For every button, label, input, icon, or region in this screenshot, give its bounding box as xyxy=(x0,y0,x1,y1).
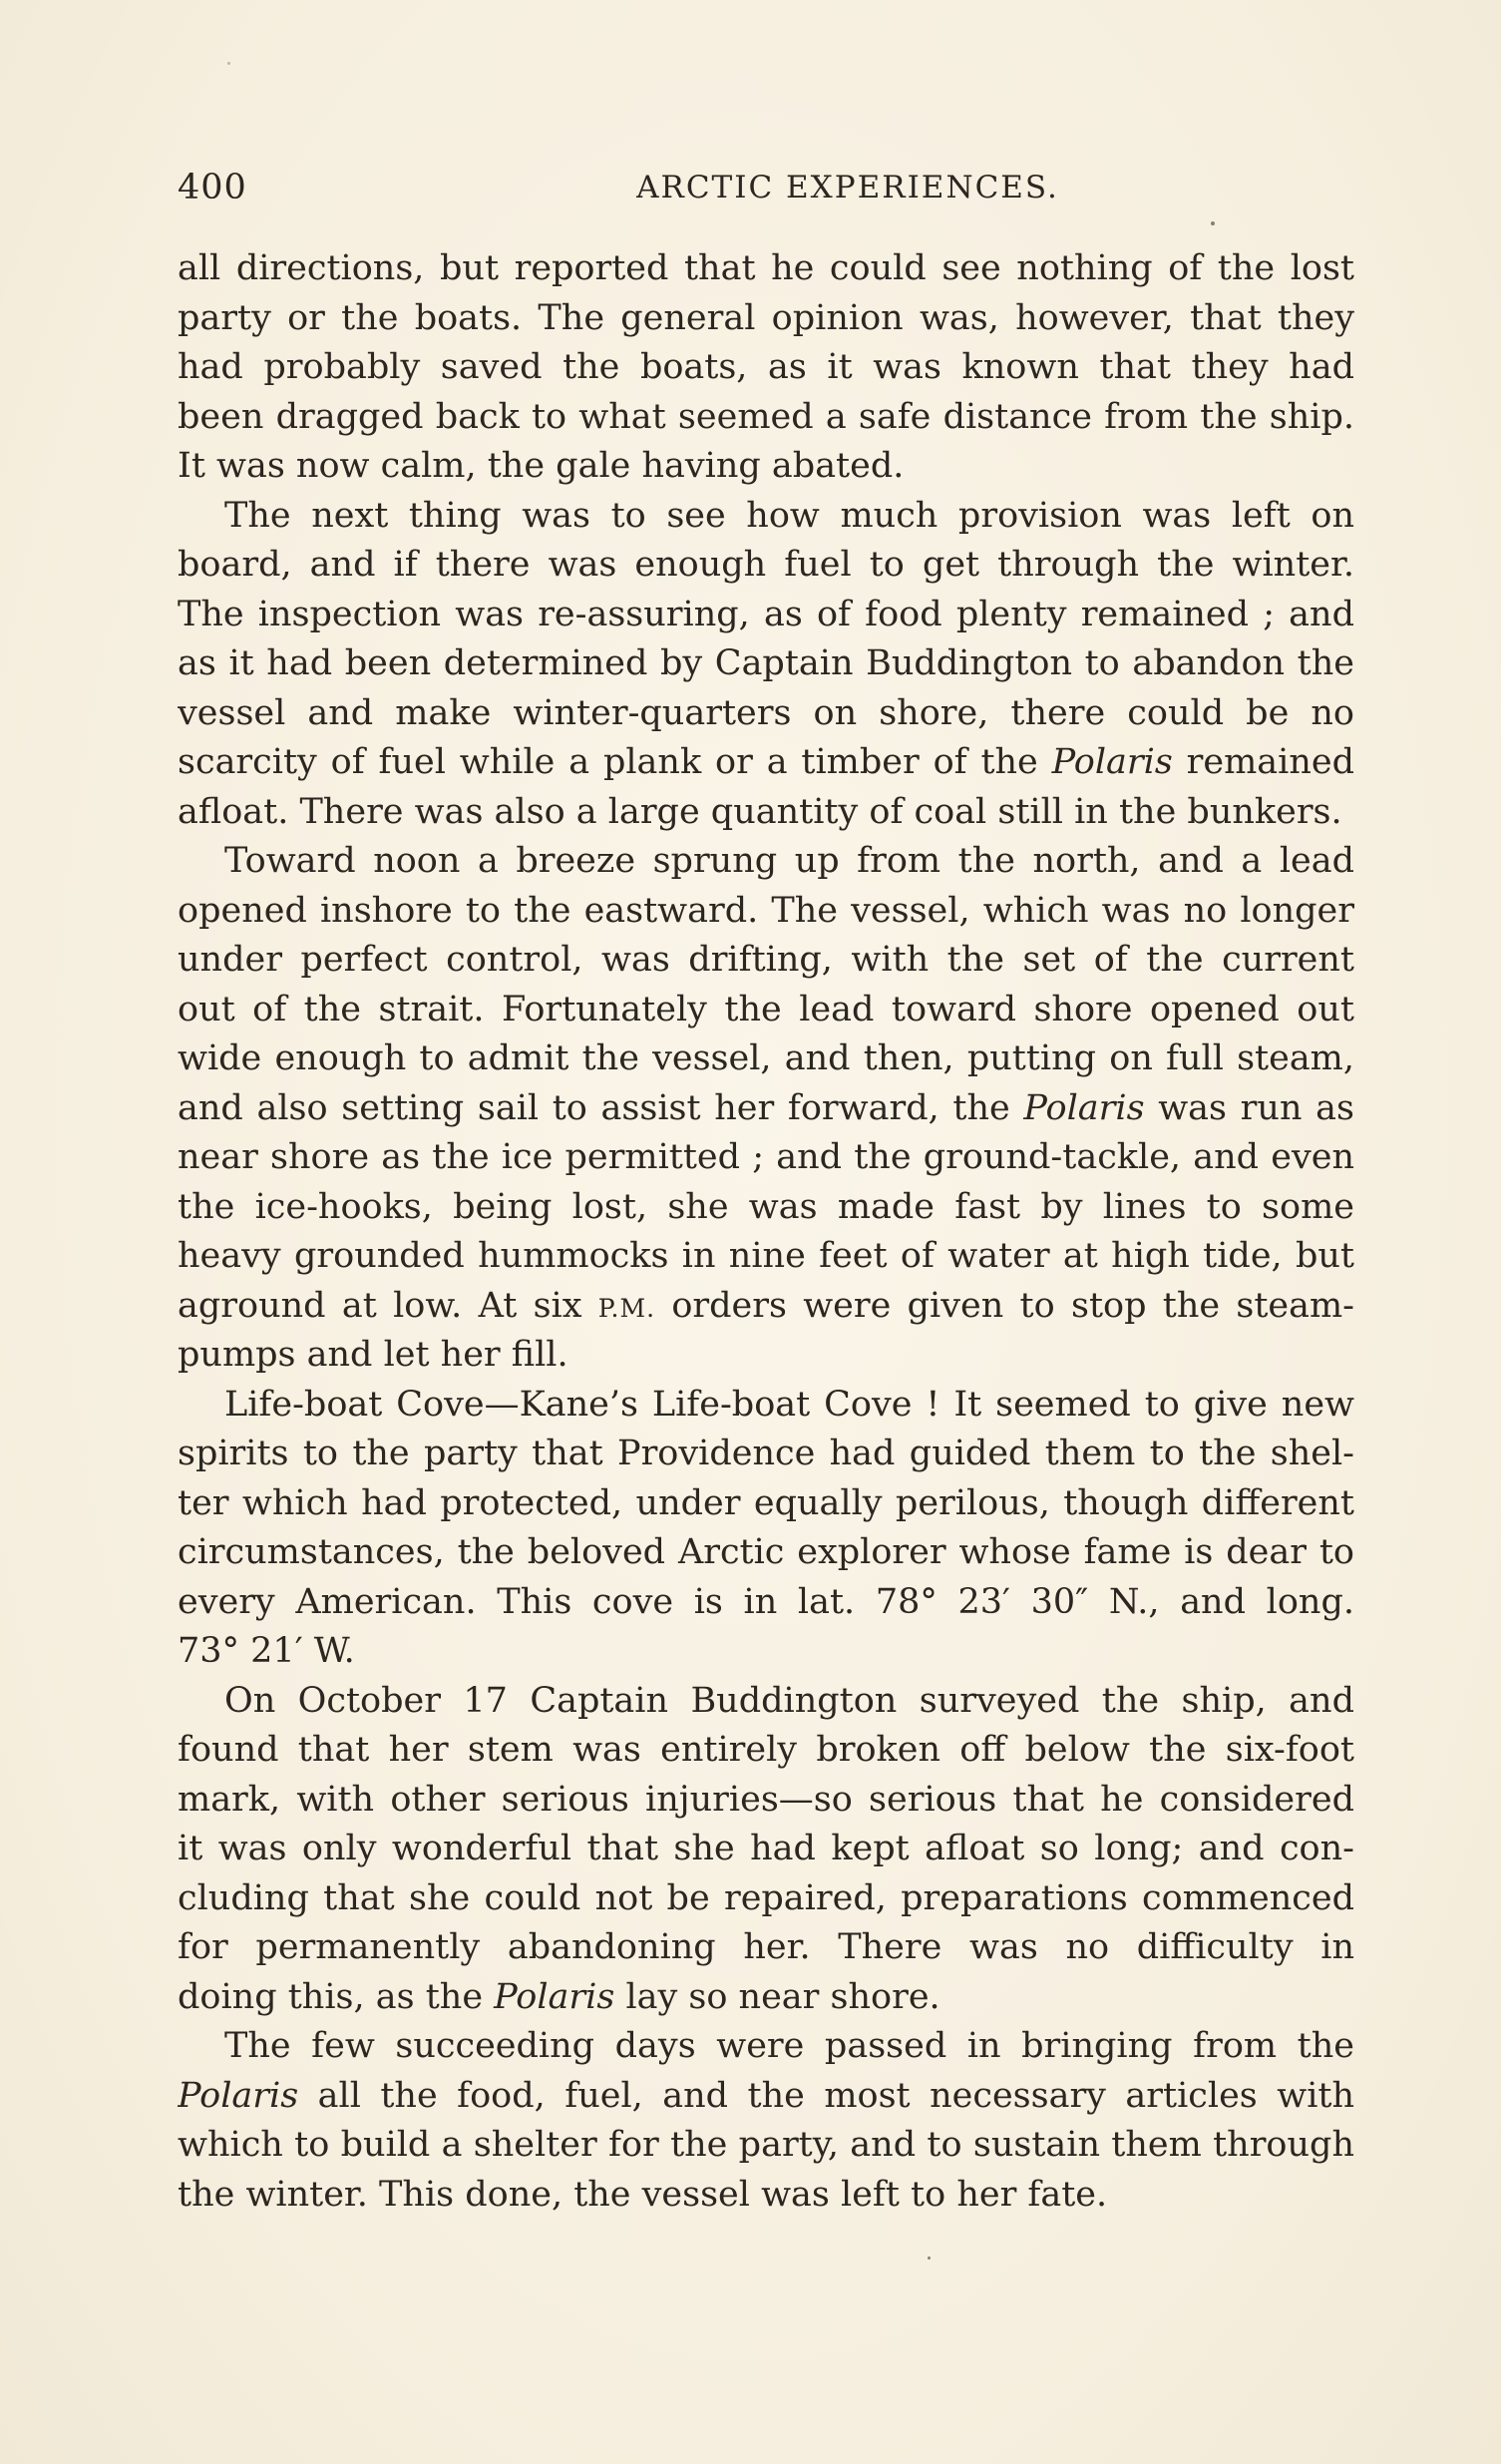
text-line: found that her stem was entirely broken off below the six-foot xyxy=(178,1730,1354,1770)
text-fragment: remained xyxy=(1172,742,1354,782)
text-line: Toward noon a breeze sprung up from the north, and a lead xyxy=(224,841,1354,881)
ink-speck xyxy=(227,62,230,65)
text-line: every American. This cove is in lat. 78° 23′ 30″ N., and long. xyxy=(178,1581,1354,1622)
text-line: board, and if there was enough fuel to get through the winter. xyxy=(178,545,1354,585)
text-line: 73° 21′ W. xyxy=(178,1631,355,1671)
text-fragment: and also setting sail to assist her forward, the xyxy=(178,1087,1024,1128)
ink-speck xyxy=(1211,221,1215,225)
text-line: the ice-hooks, being lost, she was made fast by lines to some xyxy=(178,1186,1354,1227)
text-line: out of the strait. Fortunately the lead toward shore opened out xyxy=(178,989,1354,1029)
text-line: under perfect control, was drifting, with the set of the current xyxy=(178,940,1354,980)
text-line: vessel and make winter-quarters on shore, there could be no xyxy=(178,692,1354,733)
ship-name: Polaris xyxy=(1051,742,1173,782)
text-fragment: was run as xyxy=(1144,1087,1354,1128)
text-line: On October 17 Captain Buddington surveyed the ship, and xyxy=(224,1680,1354,1721)
text-line: circumstances, the beloved Arctic explorer whose fame is dear to xyxy=(178,1532,1354,1572)
ship-name: Polaris xyxy=(178,2075,299,2116)
text-line: had probably saved the boats, as it was known that they had xyxy=(178,347,1354,387)
text-line: party or the boats. The general opinion was, however, that they xyxy=(178,297,1354,338)
text-line: the winter. This done, the vessel was left to her fate. xyxy=(178,2174,1108,2215)
text-line xyxy=(178,2072,1354,2122)
text-line xyxy=(178,738,1354,788)
text-fragment: doing this, as the xyxy=(178,1976,495,2017)
page-header xyxy=(178,168,1354,217)
text-line: as it had been determined by Captain Buddington to abandon the xyxy=(178,643,1354,683)
text-line: mark, with other serious injuries—so serious that he considered xyxy=(178,1779,1354,1820)
ship-name: Polaris xyxy=(1023,1087,1145,1128)
text-fragment: lay so near shore. xyxy=(614,1976,940,2017)
text-line: near shore as the ice permitted ; and the ground-tackle, and even xyxy=(178,1137,1354,1177)
text-fragment: all the food, fuel, and the most necessary articles with xyxy=(298,2075,1354,2116)
text-line xyxy=(178,1973,1354,2023)
text-line: ter which had protected, under equally perilous, though different xyxy=(178,1482,1354,1523)
text-line: pumps and let her fill. xyxy=(178,1335,568,1375)
text-line: for permanently abandoning her. There was no difficulty in xyxy=(178,1927,1354,1967)
text-line: It was now calm, the gale having abated. xyxy=(178,446,905,486)
text-line: opened inshore to the eastward. The vessel, which was no longer xyxy=(178,890,1354,931)
body-text xyxy=(178,244,1354,2220)
text-line: The next thing was to see how much provision was left on xyxy=(224,495,1354,536)
text-line xyxy=(178,1084,1354,1134)
running-head: ARCTIC EXPERIENCES. xyxy=(636,170,1059,205)
text-line: cluding that she could not be repaired, preparations commenced xyxy=(178,1877,1354,1918)
text-line: spirits to the party that Providence had guided them to the shel- xyxy=(178,1434,1354,1473)
text-line: Life-boat Cove—Kane’s Life-boat Cove ! It seemed to give new xyxy=(224,1384,1354,1425)
text-line: The inspection was re-assuring, as of food plenty remained ; and xyxy=(178,594,1354,634)
text-line: heavy grounded hummocks in nine feet of water at high tide, but xyxy=(178,1236,1354,1276)
text-fragment: aground at low. At six xyxy=(178,1285,598,1326)
text-line: it was only wonderful that she had kept afloat so long; and con- xyxy=(178,1829,1354,1868)
text-line xyxy=(178,1282,1354,1332)
ship-name: Polaris xyxy=(494,1976,615,2017)
text-fragment: orders were given to stop the steam- xyxy=(655,1285,1354,1326)
text-line: wide enough to admit the vessel, and then, putting on full steam, xyxy=(178,1038,1354,1078)
text-line: The few succeeding days were passed in bringing from the xyxy=(224,2026,1354,2066)
text-line: which to build a shelter for the party, and to sustain them through xyxy=(178,2125,1354,2165)
page-number: 400 xyxy=(178,168,247,207)
text-fragment: scarcity of fuel while a plank or a timber of the xyxy=(178,742,1052,782)
text-line: afloat. There was also a large quantity of coal still in the bunkers. xyxy=(178,791,1342,832)
time-abbreviation: P.M. xyxy=(597,1293,656,1323)
ink-speck xyxy=(928,2257,931,2259)
text-line: been dragged back to what seemed a safe distance from the ship. xyxy=(178,396,1354,437)
text-line: all directions, but reported that he could see nothing of the lost xyxy=(178,248,1354,288)
